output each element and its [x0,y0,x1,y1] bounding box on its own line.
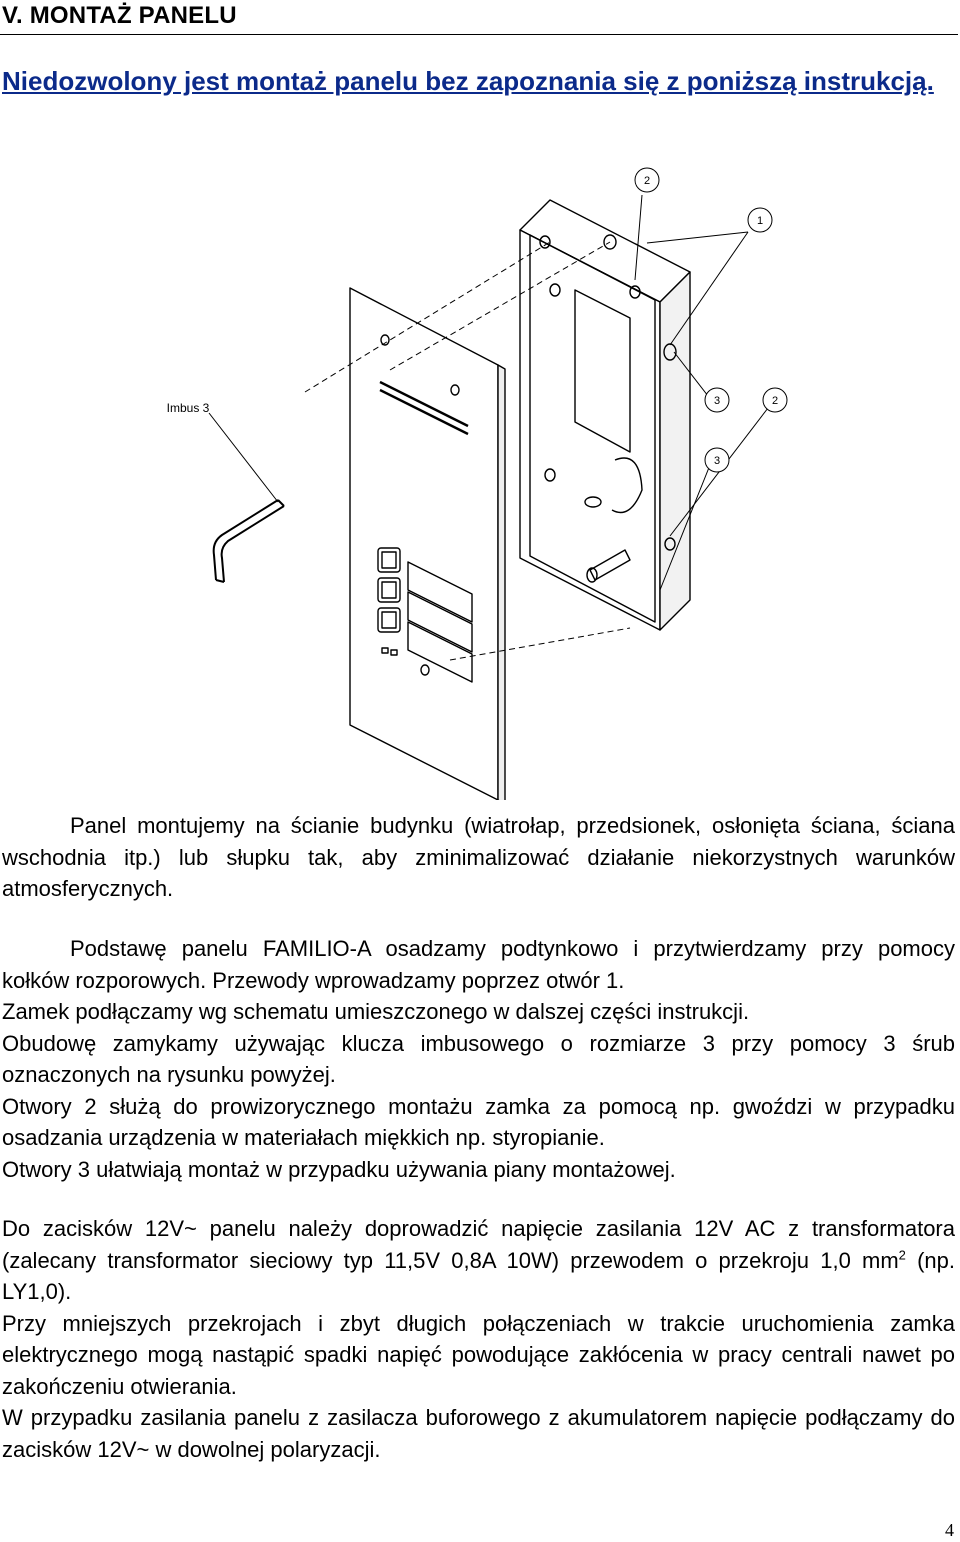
callout-3-upper: 3 [713,395,721,407]
front-panel-plate [350,288,505,800]
callout-2-right: 2 [771,395,779,407]
back-mounting-box [520,200,690,630]
installation-text-3: Obudowę zamykamy używając klucza imbusowego o rozmiarze 3 przy pomocy 3 śrub oznaczonych na rysunku powyżej. [2,1030,955,1087]
callout-2-top: 2 [643,175,651,187]
paragraph-mounting-location [2,810,955,905]
panel-assembly-drawing [150,160,800,800]
paragraph-power-supply [2,1213,955,1465]
installation-text-1: Podstawę panelu FAMILIO-A osadzamy podtynkowo i przytwierdzamy przy pomocy kołków rozporowych. Przewody wprowadzamy poprzez otwór 1. [2,936,955,993]
section-heading: V. MONTAŻ PANELU [2,2,237,29]
installation-text-2: Zamek podłączamy wg schematu umieszczonego w dalszej części instrukcji. [2,999,750,1024]
power-supply-text-1a: Do zacisków 12V~ panelu należy doprowadzić napięcie zasilania 12V AC z transformatora (zalecany transformator sieciowy typ 11,5V 0,8A 10W) przewodem o przekroju 1,0 mm [2,1216,955,1273]
power-supply-text-2: Przy mniejszych przekrojach i zbyt długich połączeniach w trakcie uruchomienia zamka elektrycznego mogą nastąpić spadki napięć powodujące zakłócenia w pracy centrali nawet po zakończeniu otwierania. [2,1310,955,1399]
installation-text-5: Otwory 3 ułatwiają montaż w przypadku używania piany montażowej. [2,1156,676,1182]
warning-notice: Niedozwolony jest montaż panelu bez zapoznania się z poniższą instrukcją. [2,66,934,96]
paragraph-installation [2,933,955,1185]
callout-1: 1 [756,215,764,227]
imbus-label: Imbus 3 [166,401,210,415]
power-supply-text-1 [2,1213,955,1308]
hex-key-tool [214,500,284,582]
installation-text-4: Otwory 2 służą do prowizorycznego montażu zamka za pomocą np. gwoździ w przypadku osadzania urządzenia w materiałach miękkich np. styropianie. [2,1093,955,1150]
heading-divider [0,34,958,35]
power-supply-text-3: W przypadku zasilania panelu z zasilacza buforowego z akumulatorem napięcie podłączamy do zacisków 12V~ w dowolnej polaryzacji. [2,1405,955,1462]
callout-3-lower: 3 [713,455,721,467]
mounting-location-text: Panel montujemy na ścianie budynku (wiatrołap, przedsionek, osłonięta ściana, ściana wschodnia itp.) lub słupku tak, aby zminimalizować działanie niekorzystnych warunków atmosferycznych. [2,813,955,901]
superscript-2: 2 [898,1247,906,1263]
power-supply-text-1b: (np. LY1,0). [2,1247,955,1304]
page-number: 4 [945,1520,954,1540]
